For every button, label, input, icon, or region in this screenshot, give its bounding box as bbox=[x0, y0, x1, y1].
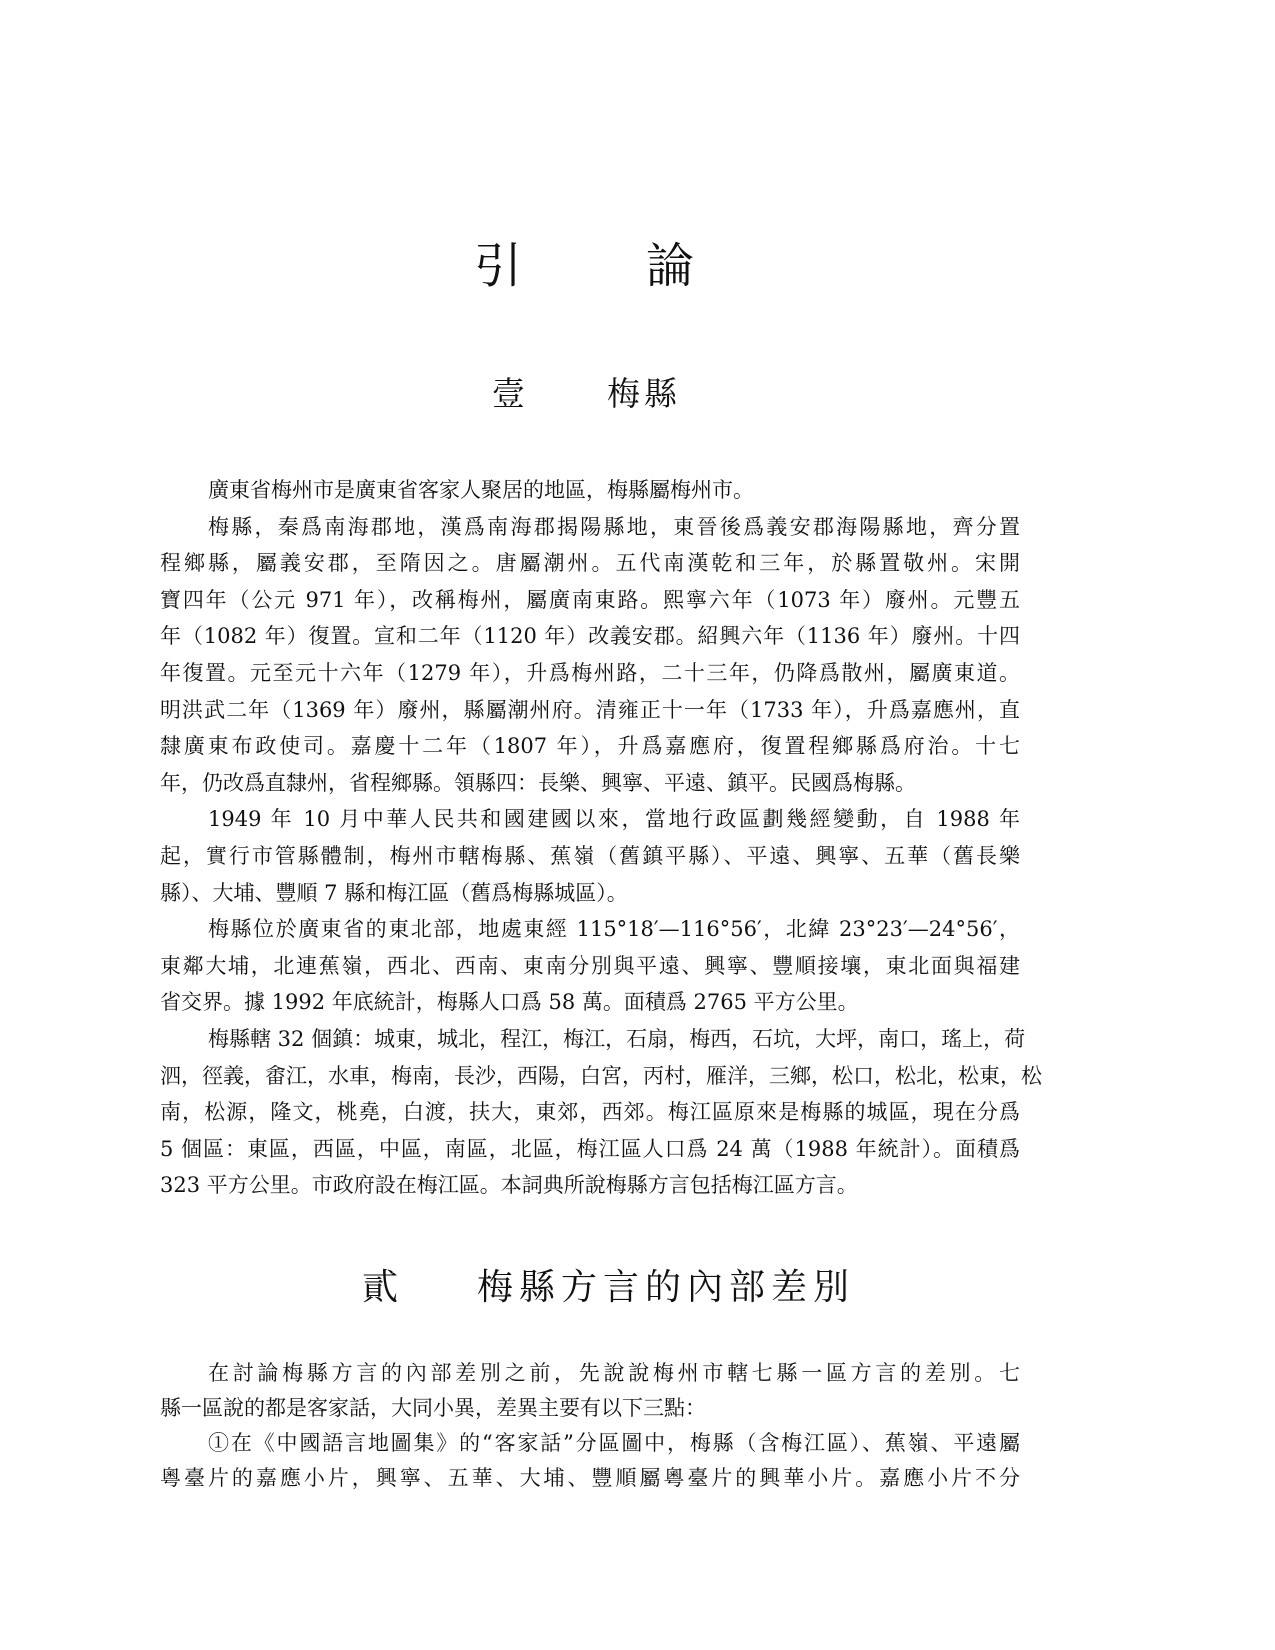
text-line: 廣東省梅州市是廣東省客家人聚居的地區，梅縣屬梅州市。 bbox=[208, 478, 754, 502]
text-line: 梅縣位於廣東省的東北部，地處東經 115°18′—116°56′，北緯 23°23′—24°56′， bbox=[208, 917, 1020, 942]
text-line: 5 個區：東區，西區，中區，南區，北區，梅江區人口爲 24 萬（1988 年統計）。面積爲 bbox=[160, 1136, 1020, 1161]
text-line: 在討論梅縣方言的內部差別之前，先說說梅州市轄七縣一區方言的差別。七 bbox=[208, 1361, 1020, 1385]
chapter-title bbox=[0, 238, 1275, 294]
text-line: 東鄰大埔，北連蕉嶺，西北、西南、東南分別與平遠、興寧、豐順接壤，東北面與福建 bbox=[160, 953, 1020, 978]
text-line: 寶四年（公元 971 年），改稱梅州，屬廣南東路。熙寧六年（1073 年）廢州。元豐五 bbox=[160, 587, 1020, 612]
section-number: 貳 bbox=[362, 1267, 399, 1308]
text-line: 泗，徑義，畬江，水車，梅南，長沙，西陽，白宮，丙村，雁洋，三鄉，松口，松北，松東，松 bbox=[160, 1063, 1042, 1088]
text-line: 縣一區說的都是客家話，大同小異，差異主要有以下三點： bbox=[160, 1396, 706, 1420]
text-line: ①在《中國語言地圖集》的“客家話”分區圖中，梅縣（含梅江區）、蕉嶺、平遠屬 bbox=[208, 1431, 1020, 1455]
text-line: 程鄉縣，屬義安郡，至隋因之。唐屬潮州。五代南漢乾和三年，於縣置敬州。宋開 bbox=[160, 551, 1020, 576]
text-line: 年復置。元至元十六年（1279 年），升爲梅州路，二十三年，仍降爲散州，屬廣東道。 bbox=[160, 661, 1020, 685]
text-line: 南，松源，隆文，桃堯，白渡，扶大，東郊，西郊。梅江區原來是梅縣的城區，現在分爲 bbox=[160, 1100, 1020, 1125]
text-line: 1949 年 10 月中華人民共和國建國以來，當地行政區劃幾經變動，自 1988 年 bbox=[208, 807, 1020, 832]
chapter-title-char: 引 bbox=[474, 238, 523, 294]
text-line: 明洪武二年（1369 年）廢州，縣屬潮州府。清雍正十一年（1733 年），升爲嘉應州，直 bbox=[160, 697, 1020, 722]
text-line: 323 平方公里。市政府設在梅江區。本詞典所說梅縣方言包括梅江區方言。 bbox=[160, 1173, 858, 1198]
text-line: 縣）、大埔、豐順 7 縣和梅江區（舊爲梅縣城區）。 bbox=[160, 880, 628, 905]
chapter-title-char: 論 bbox=[646, 238, 695, 294]
section-title: 梅縣 bbox=[607, 374, 681, 413]
section-title: 梅縣方言的內部差別 bbox=[477, 1267, 856, 1308]
text-line: 梅縣轄 32 個鎮：城東，城北，程江，梅江，石扇，梅西，石坑，大坪，南口，瑤上，荷 bbox=[208, 1027, 1026, 1051]
text-line: 隸廣東布政使司。嘉慶十二年（1807 年），升爲嘉應府，復置程鄉縣爲府治。十七 bbox=[160, 734, 1020, 759]
section-number: 壹 bbox=[492, 374, 525, 413]
text-line: 年，仍改爲直隸州，省程鄉縣。領縣四：長樂、興寧、平遠、鎮平。民國爲梅縣。 bbox=[160, 770, 916, 795]
text-line: 省交界。據 1992 年底統計，梅縣人口爲 58 萬。面積爲 2765 平方公里。 bbox=[160, 990, 859, 1015]
text-line: 年（1082 年）復置。宣和二年（1120 年）改義安郡。紹興六年（1136 年）廢州。十四 bbox=[160, 624, 1020, 649]
text-line: 梅縣，秦爲南海郡地，漢爲南海郡揭陽縣地，東晉後爲義安郡海陽縣地，齊分置 bbox=[208, 514, 1020, 539]
text-line: 粵臺片的嘉應小片，興寧、五華、大埔、豐順屬粵臺片的興華小片。嘉應小片不分 bbox=[160, 1466, 1020, 1490]
text-line: 起，實行市管縣體制，梅州市轄梅縣、蕉嶺（舊鎮平縣）、平遠、興寧、五華（舊長樂 bbox=[160, 844, 1020, 868]
